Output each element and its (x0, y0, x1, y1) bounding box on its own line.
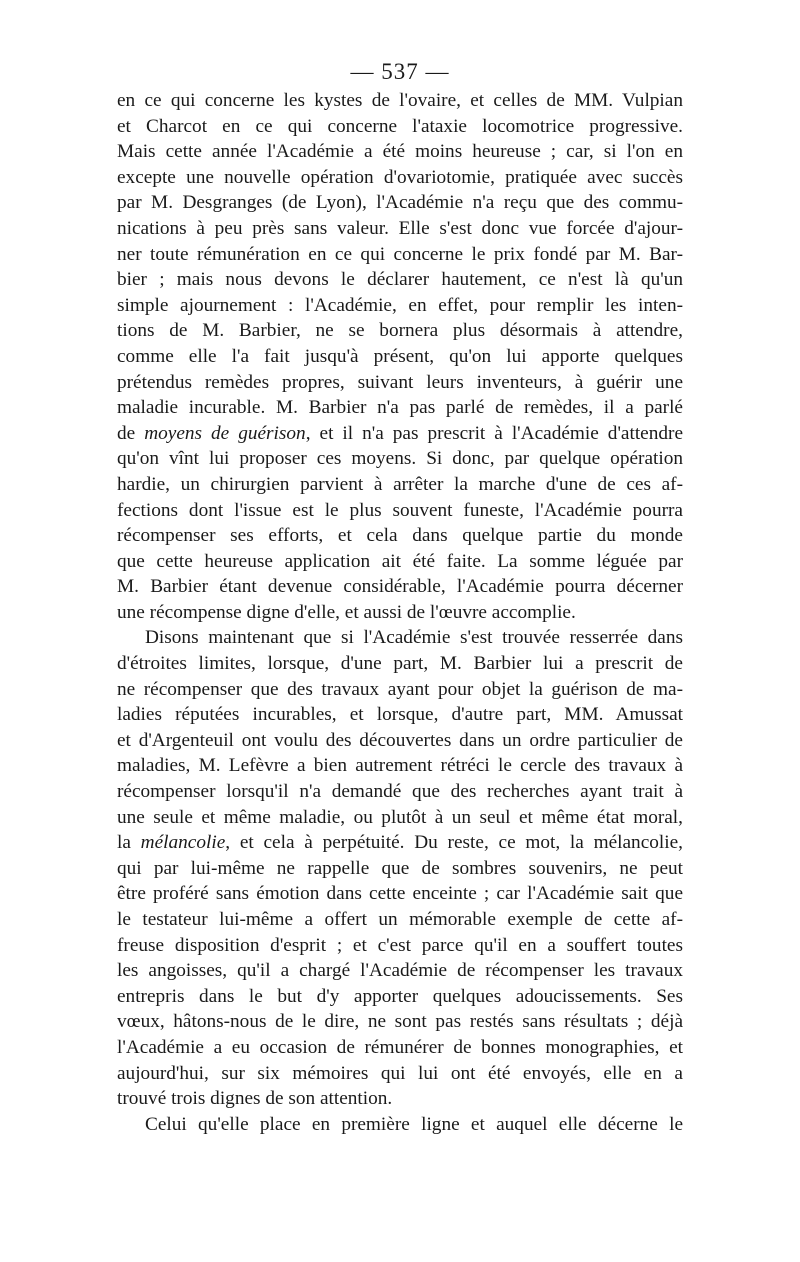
text-line: que cette heureuse application ait été faite. La somme léguée par (117, 550, 683, 572)
page-body (117, 88, 683, 1137)
text-line: nications à peu près sans valeur. Elle s'est donc vue forcée d'ajour- (117, 217, 683, 239)
text-line: qui par lui-même ne rappelle que de sombres souvenirs, ne peut (117, 857, 683, 879)
italic-text: mélancolie (140, 832, 226, 854)
text-line: Celui qu'elle place en première ligne et auquel elle décerne le (145, 1113, 683, 1135)
text-line: d'étroites limites, lorsque, d'une part, M. Barbier lui a prescrit de (117, 653, 683, 675)
text-line: récompenser ses efforts, et cela dans quelque partie du monde (117, 525, 683, 547)
paragraph (117, 625, 683, 1111)
text-line: et d'Argenteuil ont voulu des découvertes dans un ordre particulier de (117, 729, 683, 751)
text-line: fections dont l'issue est le plus souvent funeste, l'Académie pourra (117, 499, 683, 521)
text-line: trouvé trois dignes de son attention. (117, 1088, 393, 1110)
text-line: de moyens de guérison, et il n'a pas prescrit à l'Académie d'attendre (117, 422, 683, 444)
text-line: Mais cette année l'Académie a été moins heureuse ; car, si l'on en (117, 141, 683, 163)
text-line: ner toute rémunération en ce qui concerne le prix fondé par M. Bar- (117, 243, 683, 265)
text-line: tions de M. Barbier, ne se bornera plus désormais à attendre, (117, 320, 683, 342)
paragraph (117, 1112, 683, 1138)
text-line: une seule et même maladie, ou plutôt à un seul et même état moral, (117, 806, 683, 828)
text-line: une récompense digne d'elle, et aussi de l'œuvre accomplie. (117, 601, 576, 623)
text-line: ne récompenser que des travaux ayant pour objet la guérison de ma- (117, 678, 683, 700)
text-line: prétendus remèdes propres, suivant leurs inventeurs, à guérir une (117, 371, 683, 393)
text-line: ladies réputées incurables, et lorsque, d'autre part, MM. Amussat (117, 704, 683, 726)
text-line: l'Académie a eu occasion de rémunérer de bonnes monographies, et (117, 1036, 683, 1058)
text-line: freuse disposition d'esprit ; et c'est parce qu'il en a souffert toutes (117, 934, 683, 956)
text-line: maladie incurable. M. Barbier n'a pas parlé de remèdes, il a parlé (117, 397, 683, 419)
italic-text: moyens de guérison (144, 422, 306, 444)
text-line: simple ajournement : l'Académie, en effet, pour remplir les inten- (117, 294, 683, 316)
text-line: entrepris dans le but d'y apporter quelques adoucissements. Ses (117, 985, 683, 1007)
text-line: aujourd'hui, sur six mémoires qui lui ont été envoyés, elle en a (117, 1062, 683, 1084)
text-line: bier ; mais nous devons le déclarer hautement, ce n'est là qu'un (117, 269, 683, 291)
text-line: le testateur lui-même a offert un mémorable exemple de cette af- (117, 909, 683, 930)
text-line: qu'on vînt lui proposer ces moyens. Si donc, par quelque opération (117, 448, 683, 470)
text-line: M. Barbier étant devenue considérable, l'Académie pourra décerner (117, 576, 683, 598)
text-line: par M. Desgranges (de Lyon), l'Académie n'a reçu que des commu- (117, 192, 683, 214)
text-line: hardie, un chirurgien parvient à arrêter la marche d'une de ces af- (117, 473, 683, 495)
text-line: maladies, M. Lefèvre a bien autrement rétréci le cercle des travaux à (117, 755, 683, 777)
text-line: être proféré sans émotion dans cette enceinte ; car l'Académie sait que (117, 883, 683, 905)
text-line: les angoisses, qu'il a chargé l'Académie de récompenser les travaux (117, 960, 683, 982)
page-number: — 537 — (350, 59, 450, 84)
book-page (117, 58, 683, 1137)
text-line: et Charcot en ce qui concerne l'ataxie locomotrice progressive. (117, 115, 683, 137)
paragraph (117, 88, 683, 625)
text-line: comme elle l'a fait jusqu'à présent, qu'on lui apporte quelques (117, 345, 683, 367)
text-line: vœux, hâtons-nous de le dire, ne sont pas restés sans résultats ; déjà (117, 1011, 683, 1033)
text-line: récompenser lorsqu'il n'a demandé que des recherches ayant trait à (117, 781, 683, 803)
text-line: en ce qui concerne les kystes de l'ovaire, et celles de MM. Vulpian (117, 90, 683, 111)
text-line: excepte une nouvelle opération d'ovariotomie, pratiquée avec succès (117, 166, 683, 188)
text-line: Disons maintenant que si l'Académie s'est trouvée resserrée dans (145, 627, 683, 649)
text-line: la mélancolie, et cela à perpétuité. Du reste, ce mot, la mélancolie, (117, 832, 683, 854)
